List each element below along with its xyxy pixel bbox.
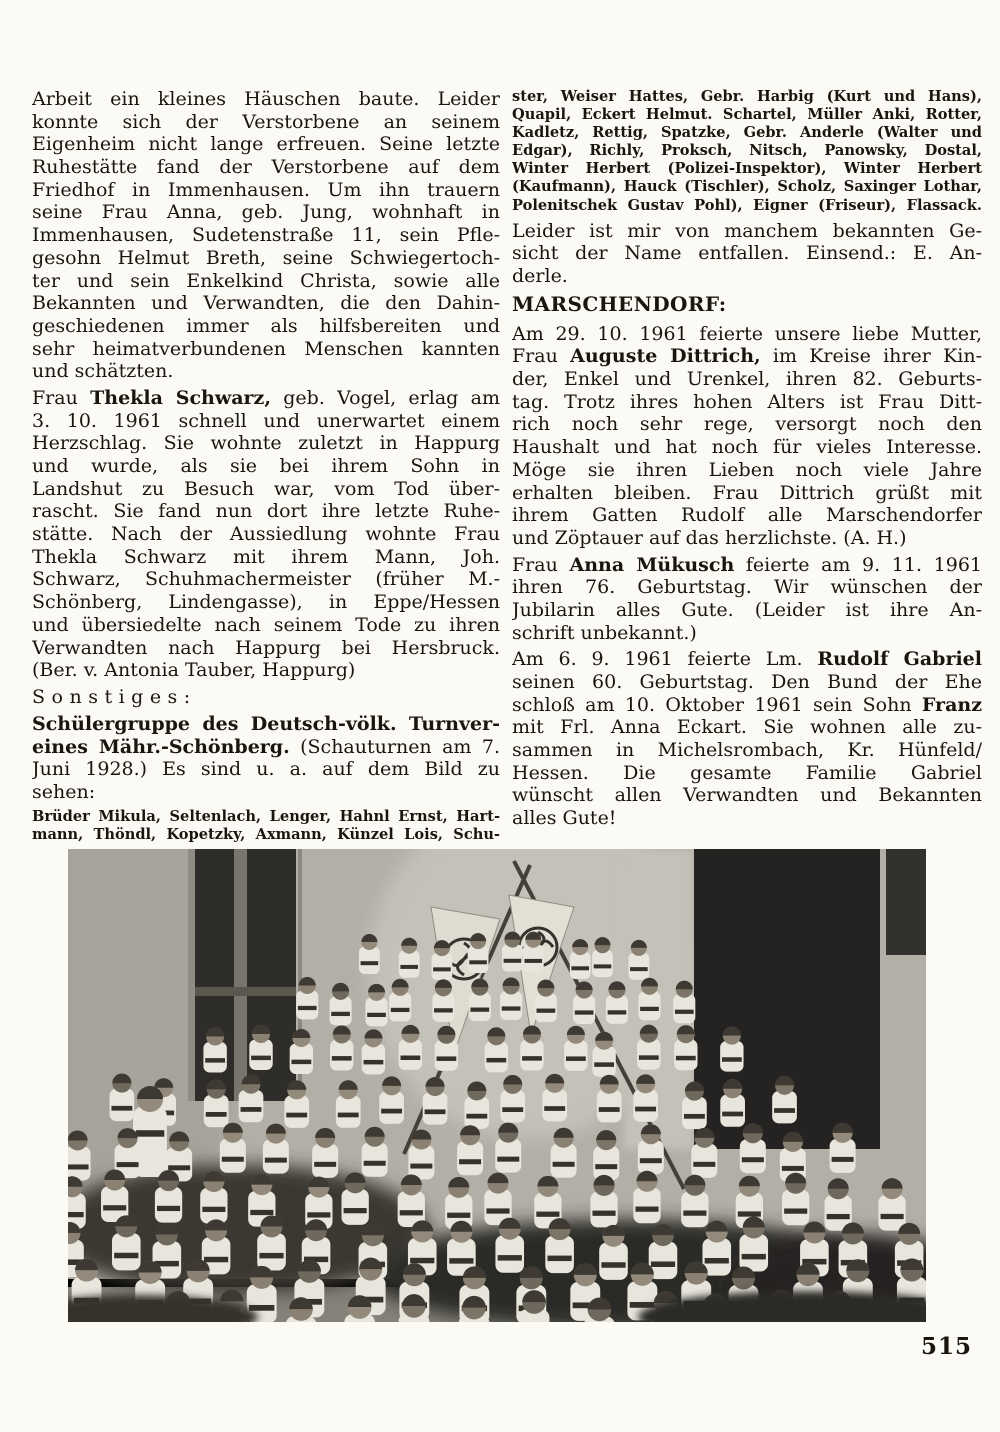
birthday-auguste-dittrich: Am 29. 10. 1961 feierte unsere liebe Mutter, Frau Auguste Dittrich, im Kreise ihrer Kin- der, Enkel und Urenkel, ihren 82. Geburts- tag. Trotz ihres hohen Alters ist Frau Ditt- rich noch sehr rege, versorgt noch den Haushalt und hat noch für vieles Interesse. Möge sie ihren Lieben noch viele Jahre erhalten bleiben. Frau Dittrich grüßt mit ihrem Gatten Rudolf alle Marschendorfer und Zöptauer auf das herzlichste. (A. H.) — [512, 322, 982, 549]
section-heading-sonstiges: Sonstiges: — [32, 685, 197, 708]
section-heading-marschendorf: MARSCHENDORF: — [512, 291, 727, 316]
group-photo-canvas — [68, 849, 926, 1322]
left-column — [32, 88, 500, 844]
names-list-outro: Leider ist mir von manchem bekannten Ge- sicht der Name entfallen. Einsend.: E. An- derle. — [512, 219, 982, 288]
birthday-rudolf-gabriel: Am 6. 9. 1961 feierte Lm. Rudolf Gabriel seinen 60. Geburtstag. Den Bund der Ehe schloß am 10. Oktober 1961 sein Sohn Franz mit Frl. Anna Eckart. Sie wohnen alle zu- sammen in Michelsrombach, Kr. Hünfeld/ Hessen. Die gesamte Familie Gabriel wünscht allen Verwandten und Bekannten alles Gute! — [512, 648, 982, 830]
photo-door-right-edge — [886, 849, 926, 955]
schuelergruppe-intro: Schülergruppe des Deutsch-völk. Turnver- eines Mähr.-Schönberg. (Schauturnen am 7. Juni 1928.) Es sind u. a. auf dem Bild zu sehen: — [32, 712, 500, 803]
right-column — [512, 88, 982, 830]
obituary-immenhausen: Arbeit ein kleines Häuschen baute. Leider konnte sich der Verstorbene an seinem Eigenheim nicht lange erfreuen. Seine letzte Ruhestätte fand der Verstorbene auf dem Friedhof in Immenhausen. Um ihn trauern seine Frau Anna, geb. Jung, wohnhaft in Immenhausen, Sudetenstraße 11, sein Pfle- gesohn Helmut Breth, seine Schwiegertoch- ter und sein Enkelkind Christa, sowie alle Bekannten und Verwandten, die den Dahin- geschiedenen immer als hilfsbereiten und sehr heimatverbundenen Menschen kannten und schätzten. — [32, 88, 500, 383]
names-list-right: ster, Weiser Hattes, Gebr. Harbig (Kurt und Hans), Quapil, Eckert Helmut. Schartel, Müller Anki, Rotter, Kadletz, Rettig, Spatzke, Gebr. Anderle (Walter und Edgar), Richly, Proksch, Nitsch, Panowsky, Dostal, Winter Herbert (Polizei-Inspektor), Winter Herbert (Kaufmann), Hauck (Tischler), Scholz, Saxinger Lothar, Polenitschek Gustav Pohl), Eigner (Friseur), Flassack. — [512, 88, 982, 214]
obituary-thekla-schwarz: Frau Thekla Schwarz, geb. Vogel, erlag am 3. 10. 1961 schnell und unerwartet einem Herzschlag. Sie wohnte zuletzt in Happurg und wurde, als sie bei ihrem Sohn in Landshut zu Besuch war, vom Tod über- rascht. Sie fand nun dort ihre letzte Ruhe- stätte. Nach der Aussiedlung wohnte Frau Thekla Schwarz mit ihrem Mann, Joh. Schwarz, Schuhmachermeister (früher M.- Schönberg, Lindengasse), in Eppe/Hessen und übersiedelte nach seinem Tode zu ihren Verwandten nach Happurg bei Hersbruck. (Ber. v. Antonia Tauber, Happurg) — [32, 386, 500, 682]
page-number: 515 — [920, 1333, 972, 1360]
birthday-anna-muekusch: Frau Anna Mükusch feierte am 9. 11. 1961 ihren 76. Geburtstag. Wir wünschen der Jubilarin alles Gute. (Leider ist ihre An- schrift unbekannt.) — [512, 553, 982, 644]
group-photo — [68, 849, 926, 1322]
names-list-left: Brüder Mikula, Seltenlach, Lenger, Hahnl Ernst, Hart- mann, Thöndl, Kopetzky, Axmann, Künzel Lois, Schu- — [32, 807, 500, 843]
